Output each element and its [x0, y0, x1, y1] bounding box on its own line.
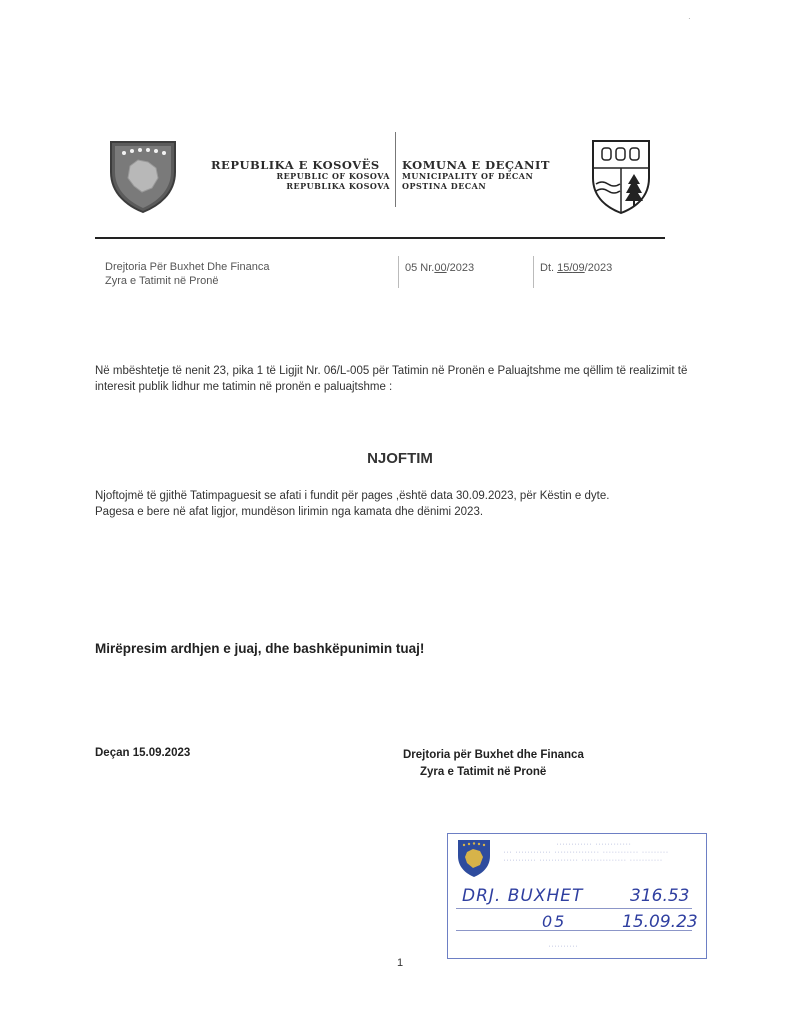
intro-paragraph: Në mbështetje të nenit 23, pika 1 të Ligjit Nr. 06/L-005 për Tatimin në Pronën e Paluajtshme me qëllim të realizimit të interesit publik lidhur me tatimin në pronën e paluajtshme : — [95, 365, 688, 393]
stamp-printed-line: ·········· — [548, 944, 579, 950]
stamp-handwritten-date: 15.09.23 — [622, 912, 698, 932]
notice-title: NJOFTIM — [367, 450, 433, 467]
department-block — [105, 260, 269, 288]
document-date — [540, 262, 612, 274]
reference-prefix: 05 Nr. — [405, 262, 435, 274]
stamp-printed-line: ············ ············ — [556, 842, 632, 848]
republic-subtitle — [276, 171, 390, 191]
date-month: 09 — [572, 262, 585, 274]
stamp-emblem-icon — [456, 838, 492, 878]
welcome-message: Mirëpresim ardhjen e juaj, dhe bashkëpunimin tuaj! — [95, 641, 425, 656]
republic-subtitle-sr: REPUBLIKA KOSOVA — [286, 181, 390, 191]
signature-department: Drejtoria për Buxhet dhe Financa — [403, 749, 584, 761]
stamp-printed-line: ··· ············ ··············· ············ ········· — [503, 850, 669, 856]
municipality-subtitle — [402, 171, 533, 191]
notice-body — [95, 488, 705, 520]
page-number: 1 — [396, 957, 404, 969]
republic-subtitle-en: REPUBLIC OF KOSOVA — [276, 171, 390, 181]
department-name: Drejtoria Për Buxhet Dhe Financa — [105, 261, 270, 273]
notice-line-2: Pagesa e bere në afat ligjor, mundëson lirimin nga kamata dhe dënimi 2023. — [95, 506, 484, 518]
decan-coat-of-arms-icon — [590, 138, 652, 216]
republic-title: REPUBLIKA E KOSOVËS — [211, 158, 380, 172]
reference-year: /2023 — [446, 262, 475, 274]
date-day: 15/ — [557, 262, 573, 274]
signature-office: Zyra e Tatimit në Pronë — [420, 766, 547, 778]
meta-divider — [533, 256, 534, 288]
office-name: Zyra e Tatimit në Pronë — [105, 275, 219, 287]
date-prefix: Dt. — [540, 262, 555, 274]
municipality-title: KOMUNA E DEÇANIT — [402, 158, 550, 172]
meta-divider — [398, 256, 399, 288]
kosovo-emblem-icon — [108, 138, 178, 214]
stamp-printed-line: ··········· ············· ··············· ··········· — [503, 858, 663, 864]
date-year: /2023 — [584, 262, 613, 274]
reference-number — [405, 262, 474, 274]
municipality-subtitle-sr: OPSTINA DECAN — [402, 181, 487, 191]
header-rule — [95, 237, 665, 239]
notice-line-1: Njoftojmë të gjithë Tatimpaguesit se afati i fundit për pages ,është data 30.09.2023, për Këstin e dyte. — [95, 490, 610, 502]
stamp-handwritten-number: 316.53 — [630, 886, 690, 906]
stamp-handwritten-department: DRJ. BUXHET — [462, 886, 584, 906]
place-and-date: Deçan 15.09.2023 — [95, 747, 191, 759]
registry-stamp — [447, 833, 707, 959]
stamp-handwritten-code: 05 — [542, 912, 567, 931]
signature-block — [403, 747, 584, 781]
reference-value: 00 — [434, 262, 447, 274]
municipality-subtitle-en: MUNICIPALITY OF DECAN — [402, 171, 534, 181]
page-mark: · — [688, 14, 691, 23]
header-divider — [395, 132, 396, 207]
